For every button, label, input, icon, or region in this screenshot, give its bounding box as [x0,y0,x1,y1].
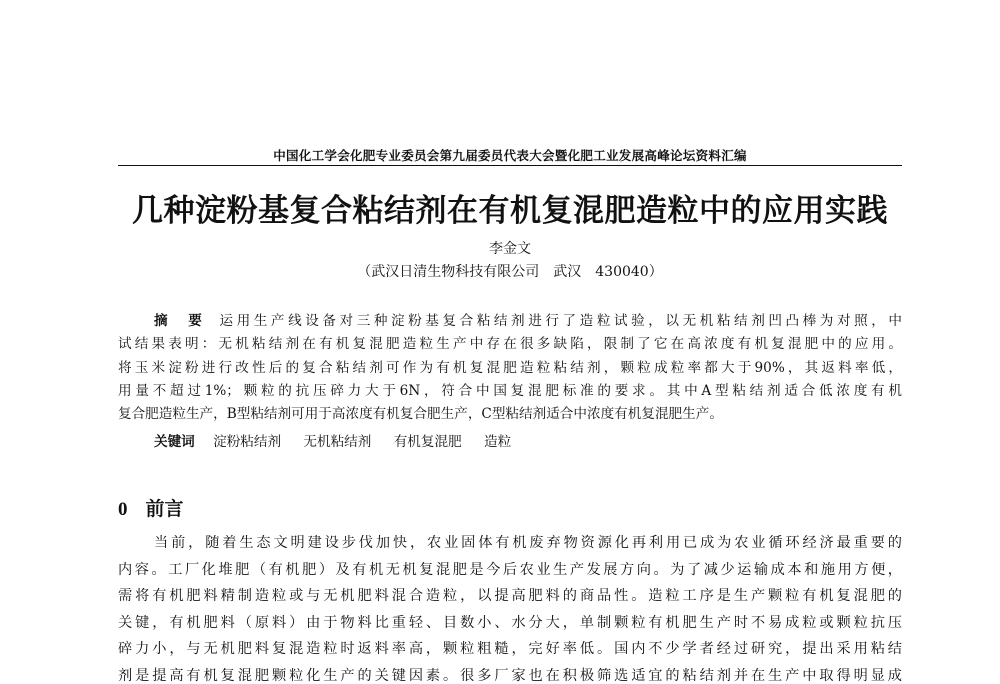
abstract-text: 运用生产线设备对三种淀粉基复合粘结剂进行了造粒试验，以无机粘结剂凹凸棒为对照，中 [219,313,903,329]
section-number: 0 [118,499,128,520]
abstract-line: 复合肥造粒生产，B型粘结剂可用于高浓度有机复合肥生产，C型粘结剂适合中浓度有机复混肥生产。 [118,406,723,423]
running-header: 中国化工学会化肥专业委员会第九届委员代表大会暨化肥工业发展高峰论坛资料汇编 [273,148,747,163]
keywords [154,430,902,450]
abstract-line: 将玉米淀粉进行改性后的复合粘结剂可作为有机复混肥造粒粘结剂，颗粒成粒率都大于90%，其返料率低， [118,359,902,376]
author-name: 李金文 [489,241,531,257]
body-line: 需将有机肥料精制造粒或与无机肥料混合造粒，以提高肥料的商品性。造粒工序是生产颗粒有机复混肥的 [118,588,902,605]
section-title: 前言 [145,498,184,520]
body-line: 碎力小，与无机肥料复混造粒时返料率高，颗粒粗糙，完好率低。国内不少学者经过研究，提出采用粘结 [118,641,902,658]
paper-title: 几种淀粉基复合粘结剂在有机复混肥造粒中的应用实践 [132,193,888,229]
body-line: 内容。工厂化堆肥（有机肥）及有机无机复混肥是今后农业生产发展方向。为了减少运输成本和施用方便， [118,561,902,578]
keyword-item: 有机复混肥 [393,434,462,450]
body-line: 当前，随着生态文明建设步伐加快，农业固体有机废弃物资源化再利用已成为农业循环经济最重要的 [154,535,902,551]
abstract-line: 用量不超过1%；颗粒的抗压碎力大于6N，符合中国复混肥标准的要求。其中A型粘结剂适合低浓度有机 [118,382,902,399]
keyword-item: 造粒 [484,434,512,450]
section-body [118,530,902,684]
keyword-item: 无机粘结剂 [303,434,372,450]
keyword-item: 淀粉粘结剂 [213,434,282,450]
abstract-line: 试结果表明：无机粘结剂在有机复混肥造粒生产中存在很多缺陷，限制了它在高浓度有机复混肥中的应用。 [118,336,902,353]
abstract-line [118,310,902,333]
author-affiliation: （武汉日清生物科技有限公司 武汉 430040） [357,264,663,280]
body-line: 关键，有机肥料（原料）由于物料比重轻、目数小、水分大，单制颗粒有机肥生产时不易成粒或颗粒抗压 [118,614,902,631]
abstract-label: 摘 要 [154,313,206,329]
abstract [118,310,902,426]
body-line: 剂是提高有机复混肥颗粒化生产的关键因素。很多厂家也在积极筛选适宜的粘结剂并在生产中取得明显成 [118,667,902,684]
keywords-label: 关键词 [154,434,195,450]
section-heading [118,494,184,521]
header-rule [118,165,902,166]
